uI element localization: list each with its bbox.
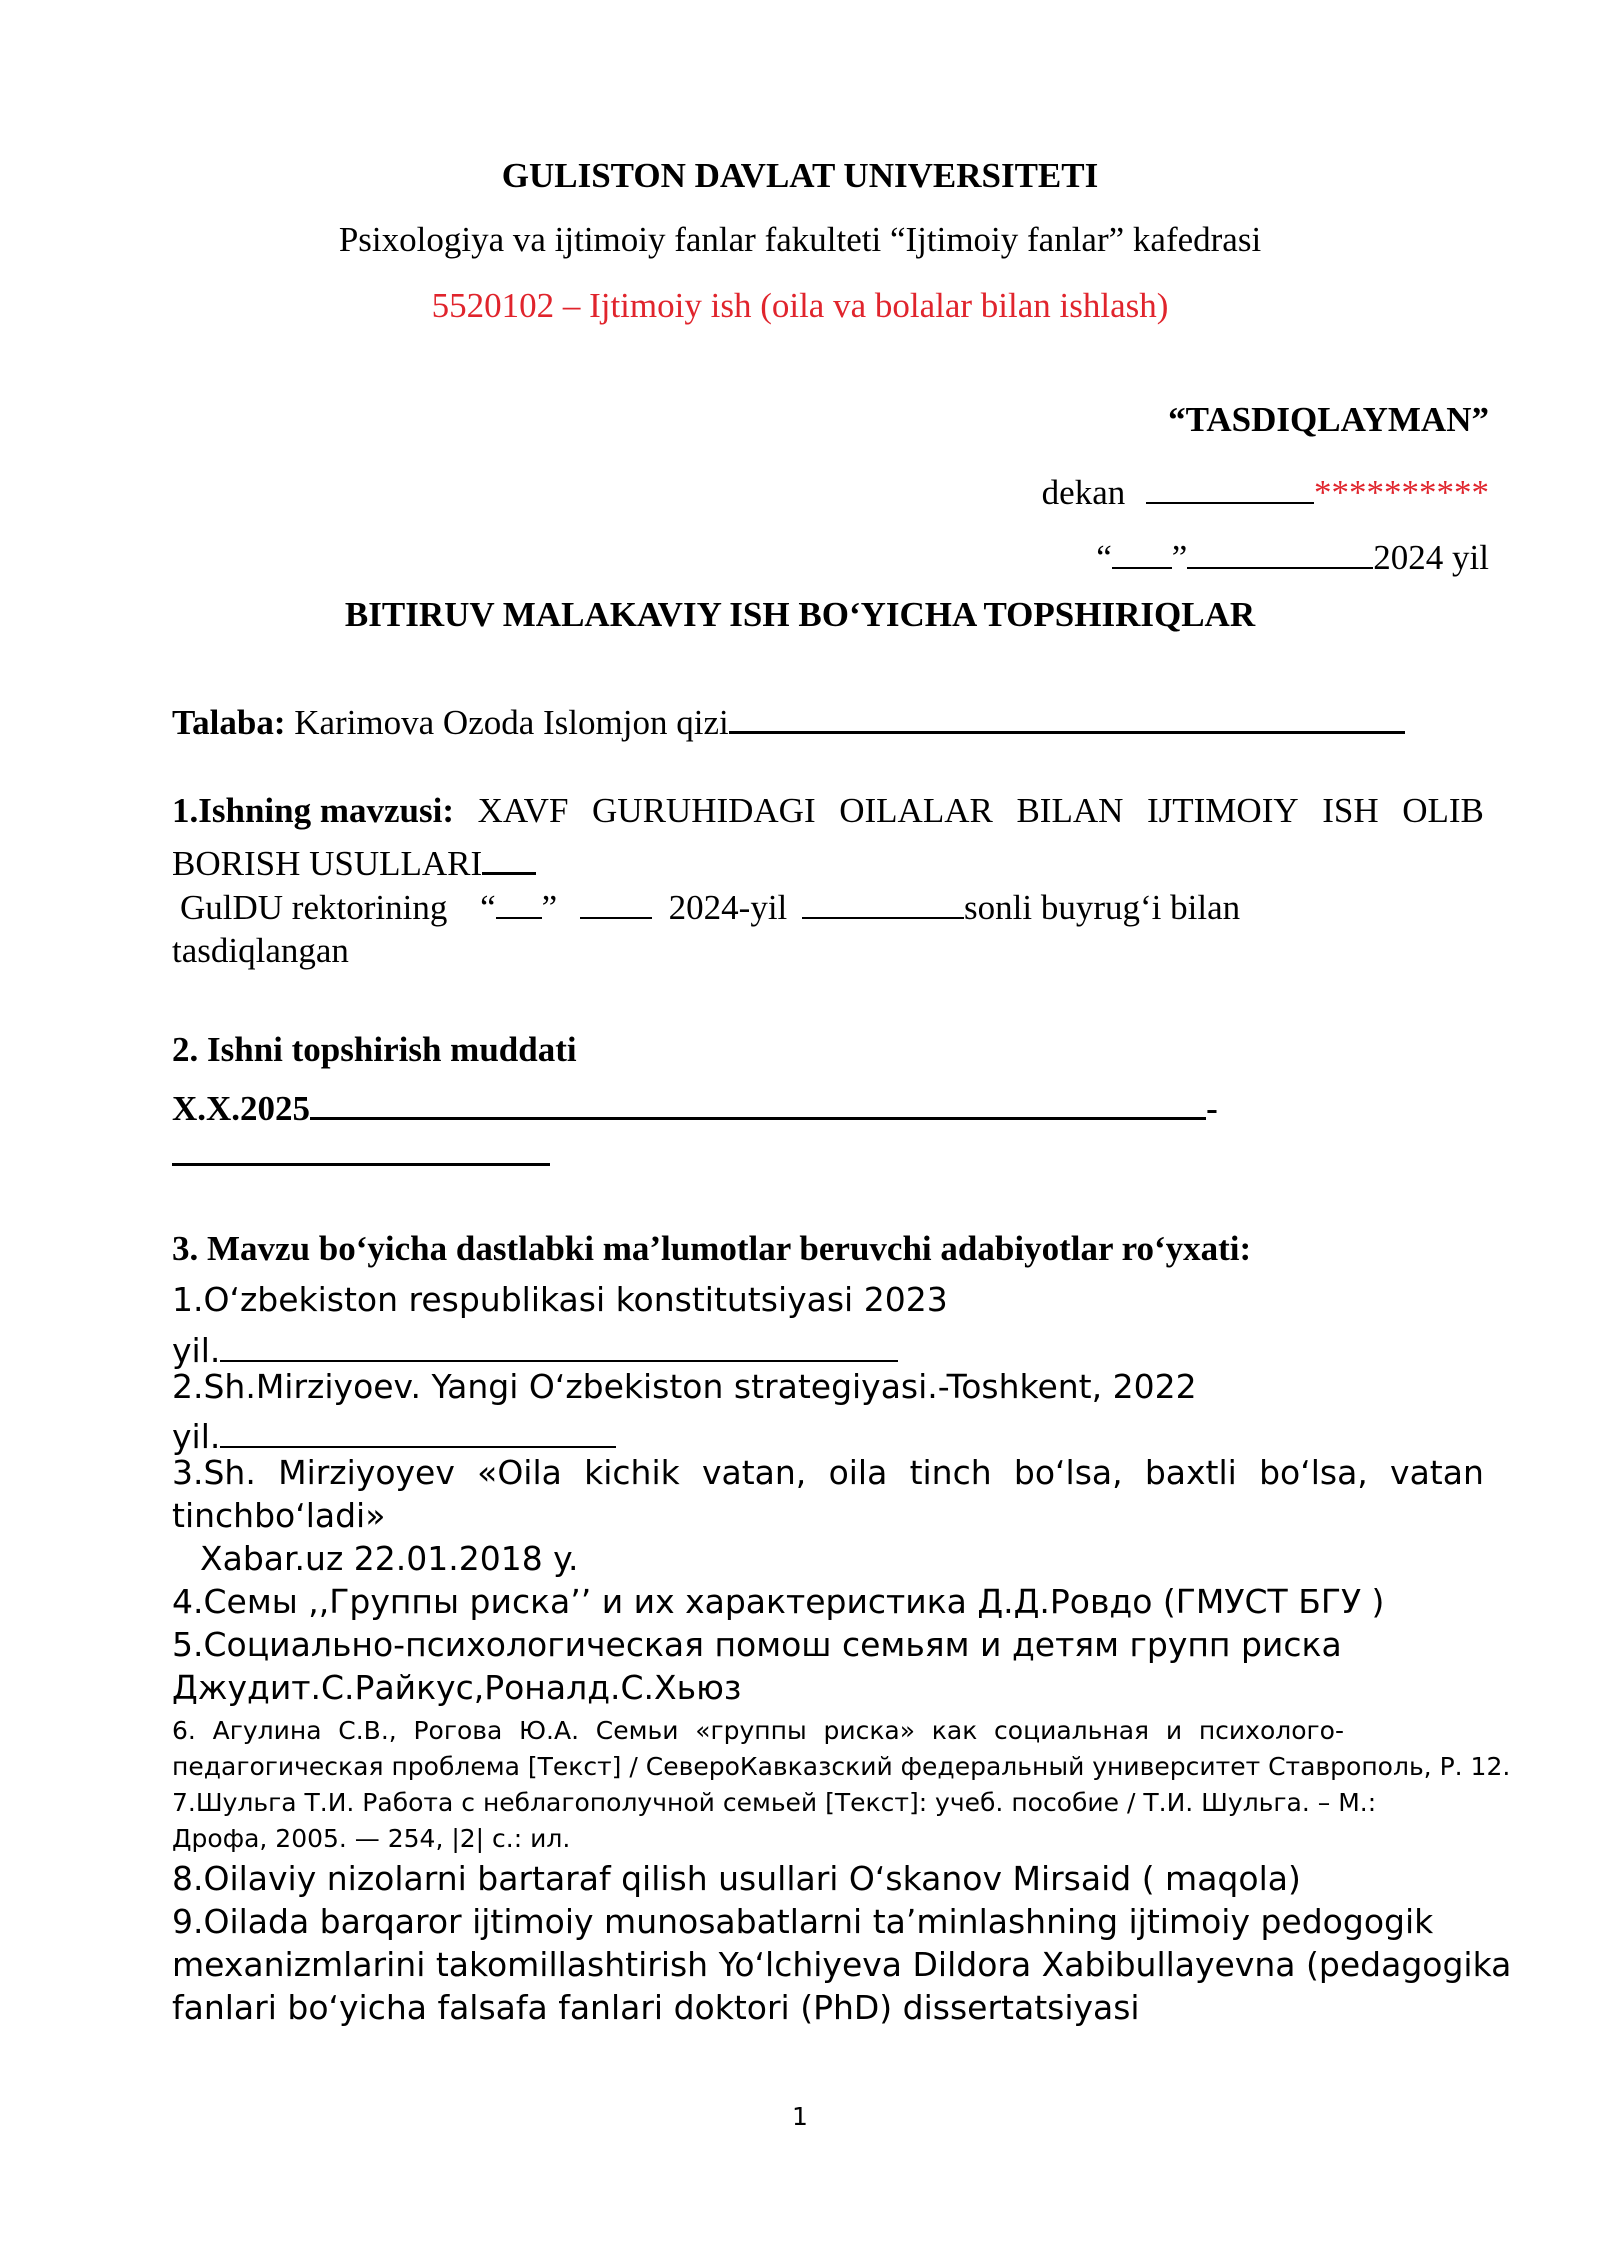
order-quote-open: “ <box>480 888 496 927</box>
reference-4: 4.Семы ,,Группы риска’’ и их характеристика Д.Д.Ровдо (ГМУСТ БГУ ) <box>172 1582 1385 1621</box>
ref6-word-8: риска» <box>823 1716 916 1745</box>
topic-word-3: OILALAR <box>839 791 993 830</box>
approval-year: 2024 yil <box>1373 538 1489 577</box>
reference-2-year: yil. <box>172 1417 221 1456</box>
order-number-blank <box>802 882 964 919</box>
ref6-word-12: психолого- <box>1198 1716 1344 1745</box>
ref3-word-1: 3.Sh. <box>172 1453 256 1492</box>
faculty-line: Psixologiya va ijtimoiy fanlar fakulteti “Ijtimoiy fanlar” kafedrasi <box>338 220 1262 259</box>
order-month-blank <box>580 882 652 919</box>
ref6-word-7: «группы <box>695 1716 807 1745</box>
order-day-blank <box>496 882 542 919</box>
reference-1-year: yil. <box>172 1331 221 1370</box>
ref6-word-11: и <box>1165 1716 1183 1745</box>
reference-1-line1: 1.Oʻzbekiston respublikasi konstitutsiyasi 2023 <box>172 1280 948 1319</box>
reference-6-line1 <box>172 1718 1344 1743</box>
deadline-line <box>172 1082 1218 1126</box>
ref3-word-4: kichik <box>584 1453 680 1492</box>
topic-word-1: XAVF <box>477 791 569 830</box>
reference-1-line2 <box>172 1327 898 1370</box>
month-blank <box>1187 532 1373 569</box>
approval-date-line <box>1096 532 1489 575</box>
reference-8: 8.Oilaviy nizolarni bartaraf qilish usullari Oʻskanov Mirsaid ( maqola) <box>172 1859 1301 1898</box>
ref6-word-9: как <box>931 1716 978 1745</box>
dean-signature-blank <box>1146 467 1314 504</box>
ref6-word-6: Семьи <box>595 1716 679 1745</box>
references-heading: 3. Mavzu boʻyicha dastlabki maʼlumotlar beruvchi adabiyotlar roʻyxati: <box>172 1229 1252 1268</box>
topic-continuation: BORISH USULLARI <box>172 844 483 883</box>
topic-blank <box>482 837 536 875</box>
ref3-word-2: Mirziyoyev <box>278 1453 455 1492</box>
topic-word-5: IJTIMOIY <box>1146 791 1299 830</box>
reference-7-line2: Дрофа, 2005. — 254, |2| с.: ил. <box>172 1824 571 1853</box>
reference-5-line2: Джудит.С.Райкус,Роналд.С.Хьюз <box>172 1668 742 1707</box>
document-title: BITIRUV MALAKAVIY ISH BOʻYICHA TOPSHIRIQLAR <box>344 595 1256 634</box>
topic-line <box>172 793 1484 828</box>
reference-7-line1: 7.Шульга Т.И. Работа с неблагополучной семьей [Текст]: учеб. пособие / Т.И. Шульга. – М.: <box>172 1788 1377 1817</box>
dean-name-masked: ********** <box>1314 473 1489 512</box>
specialty-line: 5520102 – Ijtimoiy ish (oila va bolalar bilan ishlash) <box>431 286 1169 325</box>
ref3-word-5: vatan, <box>701 1453 807 1492</box>
ref3-word-9: baxtli <box>1144 1453 1237 1492</box>
reference-2-blank <box>220 1413 616 1448</box>
ref3-word-10: boʻlsa, <box>1259 1453 1368 1492</box>
topic-word-6: ISH <box>1322 791 1379 830</box>
order-quote-close: ” <box>541 888 558 927</box>
reference-5-line1: 5.Социально-психологическая помош семьям и детям групп риска <box>172 1625 1342 1664</box>
reference-9-line1: 9.Oilada barqaror ijtimoiy munosabatlarni taʼminlashning ijtimoiy pedogogik <box>172 1902 1434 1941</box>
deadline-blank <box>310 1082 1206 1120</box>
reference-1-blank <box>220 1327 898 1362</box>
topic-word-4: BILAN <box>1016 791 1124 830</box>
order-suffix: sonli buyrugʻi bilan <box>964 888 1241 927</box>
ref3-word-3: «Oila <box>477 1453 562 1492</box>
ref6-word-10: социальная <box>994 1716 1150 1745</box>
reference-3-line3: Xabar.uz 22.01.2018 y. <box>200 1539 579 1578</box>
ref3-word-8: boʻlsa, <box>1013 1453 1123 1492</box>
ref6-word-3: С.В., <box>338 1716 397 1745</box>
ref6-word-5: Ю.А. <box>519 1716 580 1745</box>
approval-title: “TASDIQLAYMAN” <box>1168 400 1489 439</box>
ref6-word-4: Рогова <box>413 1716 503 1745</box>
ref3-word-7: tinch <box>909 1453 992 1492</box>
topic-word-2: GURUHIDAGI <box>592 791 816 830</box>
page-number: 1 <box>792 2102 808 2131</box>
reference-9-line2: mexanizmlarini takomillashtirish Yoʻlchiyeva Dildora Xabibullayevna (pedagogika <box>172 1945 1512 1984</box>
deadline-date: X.X.2025 <box>172 1089 311 1128</box>
student-blank <box>729 696 1405 734</box>
reference-2-line2 <box>172 1413 616 1456</box>
order-year: 2024-yil <box>668 888 788 927</box>
student-name: Karimova Ozoda Islomjon qizi <box>294 703 729 742</box>
order-prefix: GulDU rektorining <box>180 888 448 927</box>
student-line <box>172 696 1405 740</box>
reference-9-line3: fanlari boʻyicha falsafa fanlari doktori (PhD) dissertatsiyasi <box>172 1988 1140 2027</box>
topic-word-7: OLIB <box>1402 791 1484 830</box>
quote-open: “ <box>1096 538 1112 577</box>
deadline-blank-2 <box>172 1163 550 1166</box>
order-line <box>180 882 1240 925</box>
reference-6-line2: педагогическая проблема [Текст] / СевероКавказский федеральный университет Ставрополь, Р. 12. <box>172 1752 1511 1781</box>
ref6-word-2: Агулина <box>212 1716 322 1745</box>
deadline-heading: 2. Ishni topshirish muddati <box>172 1030 577 1069</box>
deadline-dash: - <box>1206 1089 1218 1128</box>
quote-close: ” <box>1171 538 1188 577</box>
approved-text: tasdiqlangan <box>172 931 349 970</box>
ref6-word-1: 6. <box>172 1716 196 1745</box>
dean-label: dekan <box>1041 473 1126 512</box>
ref3-word-6: oila <box>828 1453 888 1492</box>
university-name: GULISTON DAVLAT UNIVERSITETI <box>501 156 1099 195</box>
student-label: Talaba: <box>172 703 286 742</box>
topic-label: 1.Ishning mavzusi: <box>172 791 455 830</box>
dean-line <box>1042 467 1489 510</box>
day-blank <box>1112 532 1172 569</box>
reference-3-line1 <box>172 1453 1484 1492</box>
topic-line-2 <box>172 837 536 881</box>
reference-3-line2: tinchboʻladi» <box>172 1496 386 1535</box>
reference-2-line1: 2.Sh.Mirziyoev. Yangi Oʻzbekiston strategiyasi.-Toshkent, 2022 <box>172 1367 1197 1406</box>
ref3-word-11: vatan <box>1390 1453 1484 1492</box>
